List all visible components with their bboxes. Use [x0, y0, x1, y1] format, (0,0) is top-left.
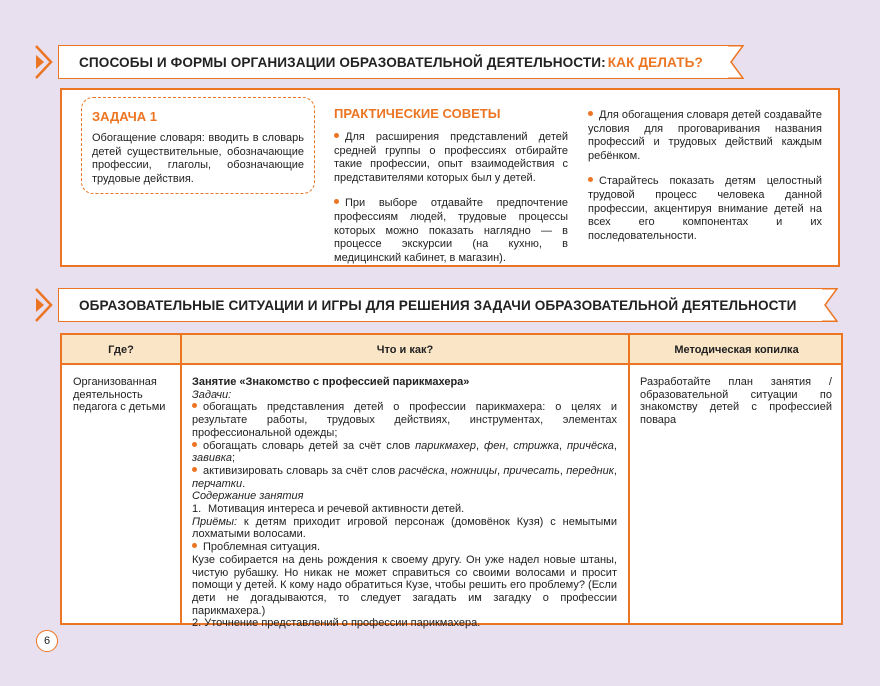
- chevron-arrow-icon: [34, 43, 54, 81]
- situations-table: [60, 333, 843, 630]
- advice-item: При выборе отдавайте предпочтение профессиям людей, трудовые процессы которых можно показать наглядно — в процессе экскурсии (на кухню, в медицинский кабинет, в магазин).: [334, 197, 568, 264]
- advice-item: Для обогащения словаря детей создавайте условия для проговаривания названия профессий и трудовых действий каждым ребёнком.: [588, 109, 822, 162]
- story-text: Кузе собирается на день рождения к своему другу. Он уже надел новые штаны, чистую рубашку. Но никак не может справиться со своими волосами и просит помощи у детей. К кому надо обратиться Кузе, чтобы решить его проблему? (Если дети не догадываются, то следует загадать им загадку о профессии парикмахера.): [192, 553, 617, 617]
- bullet-icon: [334, 199, 339, 204]
- kit-text: Разработайте план занятия / образовательной ситуации по знакомству детей с профессией повара: [640, 376, 832, 427]
- methods-panel: [60, 88, 840, 267]
- bullet-icon: [588, 111, 593, 116]
- bullet-icon: [334, 133, 339, 138]
- bullet-icon: [588, 177, 593, 182]
- chevron-arrow-icon: [34, 286, 54, 324]
- step-2: 2. Уточнение представлений о профессии парикмахера.: [192, 617, 481, 630]
- task-text: Обогащение словаря: вводить в словарь детей существительные, обозначающие профессии, глаголы, обозначающие трудовые действия.: [92, 132, 304, 185]
- section-heading-accent: КАК ДЕЛАТЬ?: [607, 54, 703, 70]
- methods-text: Приёмы: к детям приходит игровой персонаж (домовёнок Кузя) с немытыми лохматыми волосами.: [192, 515, 617, 541]
- table-header: [62, 335, 841, 365]
- page-number: 6: [36, 630, 58, 652]
- tasks-label: Задачи:: [192, 388, 232, 401]
- section-heading: ОБРАЗОВАТЕЛЬНЫЕ СИТУАЦИИ И ИГРЫ ДЛЯ РЕШЕНИЯ ЗАДАЧИ ОБРАЗОВАТЕЛЬНОЙ ДЕЯТЕЛЬНОСТИ: [79, 297, 797, 313]
- lesson-task: активизировать словарь за счёт слов расчёска, ножницы, причесать, передник, перчатки.: [192, 464, 617, 490]
- task-title: ЗАДАЧА 1: [92, 109, 158, 124]
- column-header-kit: Методическая копилка: [674, 344, 799, 356]
- advice-item: Старайтесь показать детям целостный трудовой процесс человека данной профессии, акцентируя внимание детей на всех его компонентах и их последовательности.: [588, 175, 822, 242]
- table-cell-kit: [640, 376, 832, 427]
- column-header-what: Что и как?: [376, 344, 434, 356]
- banner-ribbon: [58, 288, 824, 322]
- where-text: Организованная деятельность педагога с детьми: [73, 376, 166, 414]
- table-cell-where: [73, 376, 173, 414]
- advice-title: ПРАКТИЧЕСКИЕ СОВЕТЫ: [334, 106, 501, 121]
- advice-column-1: [334, 106, 568, 265]
- advice-item: Для расширения представлений детей средней группы о профессиях отбирайте такие профессии, опыт взаимодействия с представителями которых был у детей.: [334, 131, 568, 184]
- bullet-icon: [192, 543, 197, 548]
- column-divider: [180, 335, 182, 623]
- bullet-icon: [192, 403, 197, 408]
- section-heading: СПОСОБЫ И ФОРМЫ ОРГАНИЗАЦИИ ОБРАЗОВАТЕЛЬНОЙ ДЕЯТЕЛЬНОСТИ:: [79, 54, 606, 70]
- step-1: 1. Мотивация интереса и речевой активности детей.: [192, 503, 465, 516]
- lesson-task: обогащать представления детей о профессии парикмахера: о целях и результате работы, трудовых действиях, инструментах, элементах профессиональной одежды;: [192, 401, 617, 439]
- bullet-icon: [192, 467, 197, 472]
- task-card: [81, 97, 315, 194]
- lesson-title: Занятие «Знакомство с профессией парикмахера»: [192, 376, 470, 388]
- column-divider: [628, 335, 630, 623]
- column-header-where: Где?: [108, 344, 134, 356]
- ribbon-notch: [822, 288, 838, 322]
- content-label: Содержание занятия: [192, 490, 304, 503]
- table-cell-what: [192, 376, 617, 630]
- bullet-icon: [192, 442, 197, 447]
- lesson-task: обогащать словарь детей за счёт слов парикмахер, фен, стрижка, причёска, завивка;: [192, 439, 617, 465]
- banner-ribbon: [58, 45, 730, 79]
- problem-item: Проблемная ситуация.: [192, 541, 617, 554]
- advice-column-2: [588, 109, 822, 243]
- ribbon-notch: [728, 45, 744, 79]
